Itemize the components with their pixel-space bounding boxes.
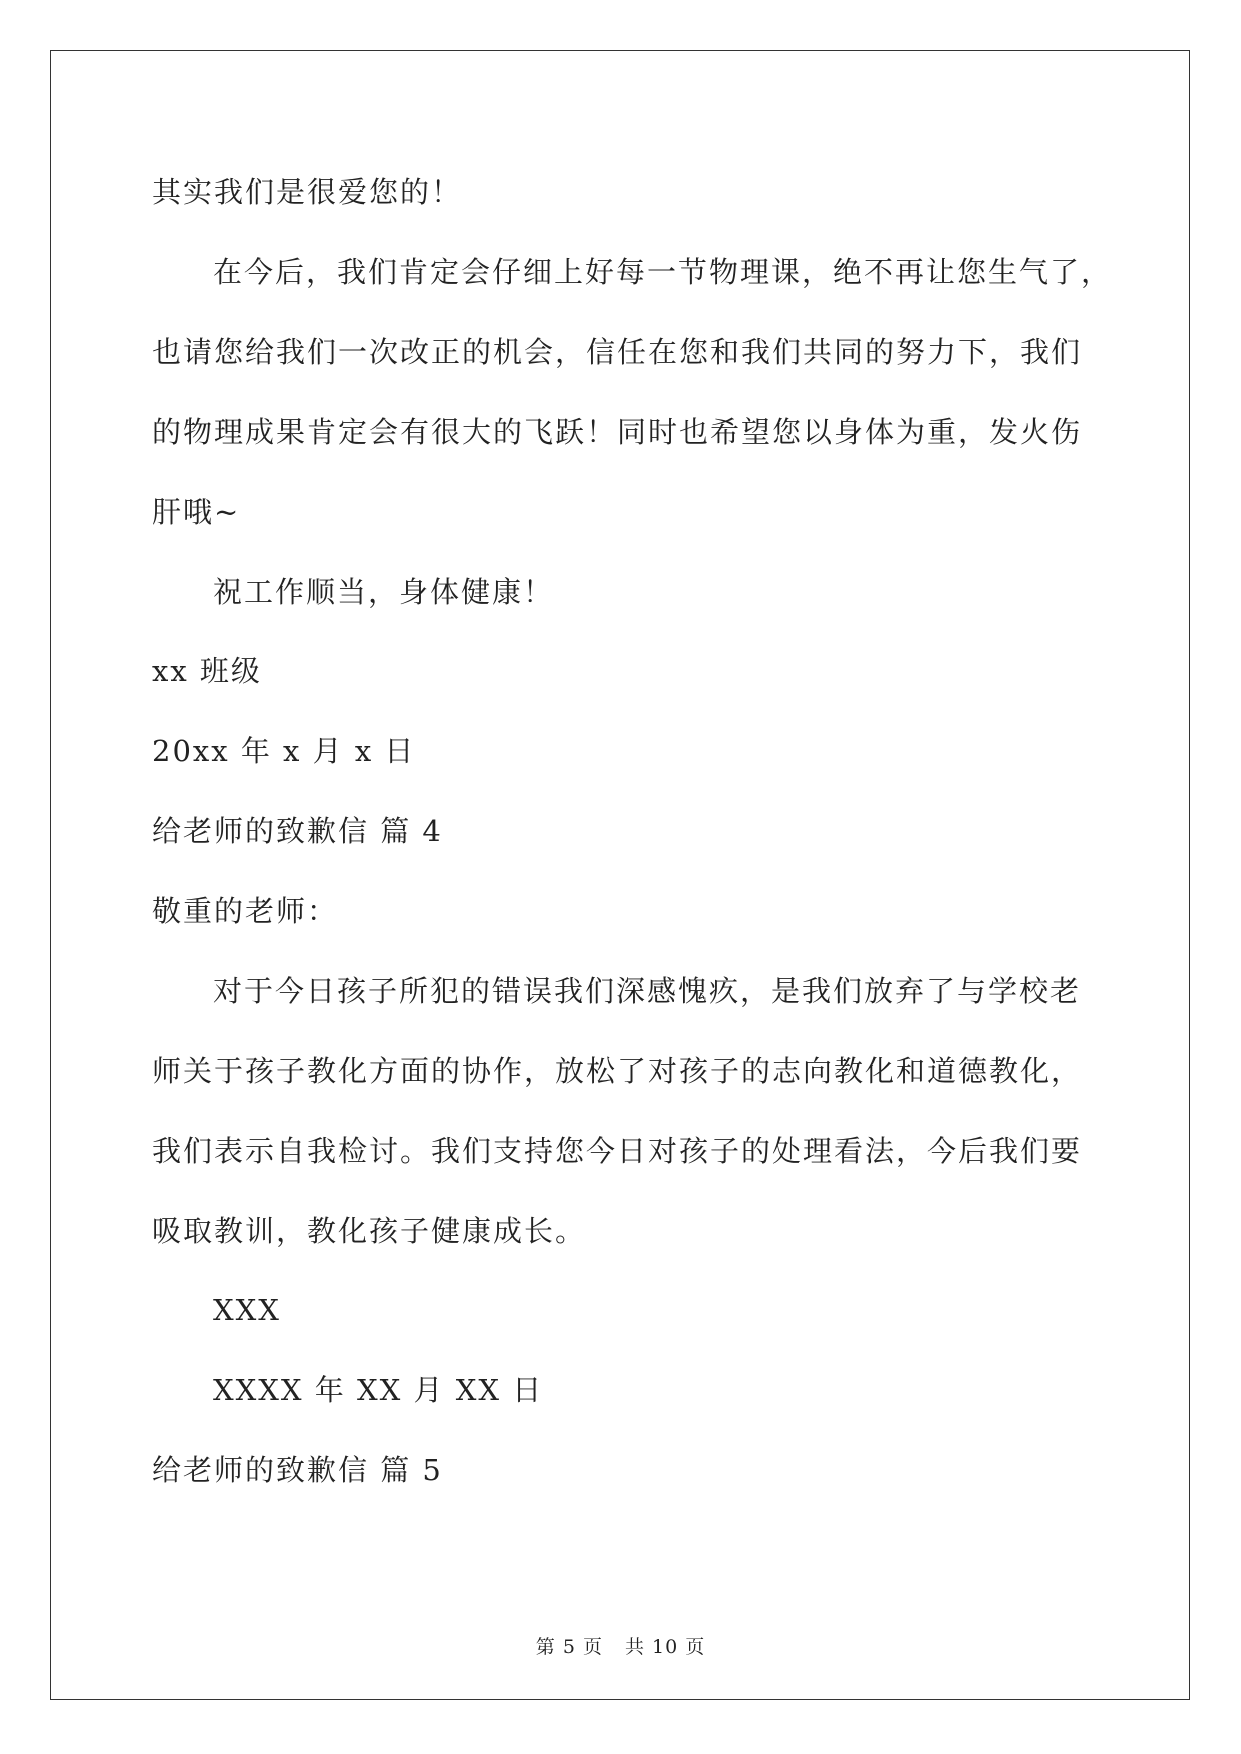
page-total: 共 10 页 (624, 1636, 706, 1658)
body-line: 师关于孩子教化方面的协作，放松了对孩子的志向教化和道德教化， (152, 1054, 1083, 1088)
body-line: 也请您给我们一次改正的机会，信任在您和我们共同的努力下，我们 (152, 335, 1083, 369)
section-heading: 给老师的致歉信 篇 5 (152, 1453, 443, 1487)
body-line: 在今后，我们肯定会仔细上好每一节物理课，绝不再让您生气了， (213, 255, 1113, 289)
body-line: 对于今日孩子所犯的错误我们深感愧疚，是我们放弃了与学校老 (213, 974, 1082, 1008)
signature-date: XXXX 年 XX 月 XX 日 (213, 1373, 544, 1407)
body-line: 肝哦~ (152, 495, 241, 529)
body-line: 的物理成果肯定会有很大的飞跃！同时也希望您以身体为重，发火伤 (152, 415, 1083, 449)
page-footer (0, 1634, 1241, 1660)
body-line: 其实我们是很爱您的！ (152, 175, 463, 209)
body-line: 20xx 年 x 月 x 日 (152, 734, 416, 768)
signature: XXX (213, 1293, 281, 1327)
salutation: 敬重的老师： (152, 894, 339, 928)
body-line: 祝工作顺当，身体健康！ (213, 575, 555, 609)
body-line: 吸取教训，教化孩子健康成长。 (152, 1214, 587, 1248)
body-line: 我们表示自我检讨。我们支持您今日对孩子的处理看法，今后我们要 (152, 1134, 1083, 1168)
body-line: xx 班级 (152, 654, 262, 688)
section-heading: 给老师的致歉信 篇 4 (152, 814, 443, 848)
page-number: 第 5 页 (535, 1636, 603, 1658)
